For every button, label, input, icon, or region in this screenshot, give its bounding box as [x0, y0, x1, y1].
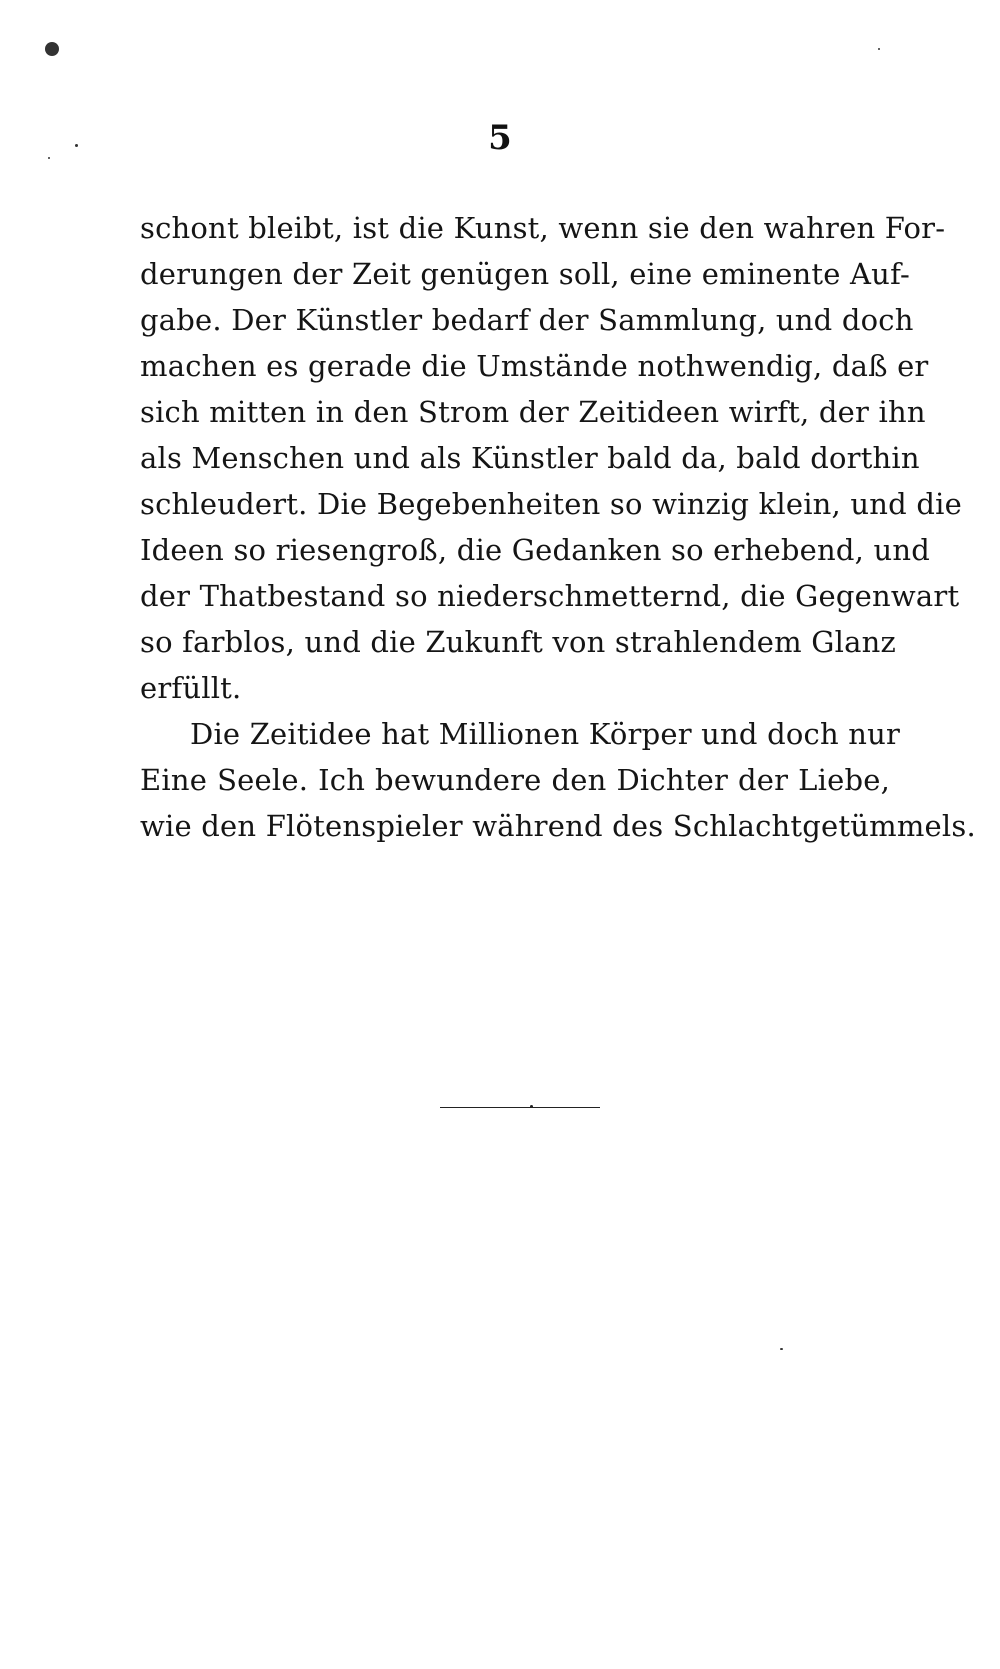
text-line: schont bleibt, ist die Kunst, wenn sie den wahren For-	[140, 211, 946, 245]
text-line: als Menschen und als Künstler bald da, bald dorthin	[140, 441, 920, 475]
ink-speck	[878, 48, 880, 50]
text-line: Ideen so riesengroß, die Gedanken so erhebend, und	[140, 533, 930, 567]
section-end-rule-dot	[530, 1105, 533, 1108]
text-line: wie den Flötenspieler während des Schlachtgetümmels.	[140, 809, 976, 843]
paragraph-2	[140, 711, 976, 849]
text-line: Die Zeitidee hat Millionen Körper und doch nur	[190, 717, 901, 751]
paragraph-1	[140, 205, 962, 711]
text-line: erfüllt.	[140, 671, 242, 705]
text-line: der Thatbestand so niederschmetternd, die Gegenwart	[140, 579, 960, 613]
text-line: derungen der Zeit genügen soll, eine eminente Auf-	[140, 257, 910, 291]
text-line: sich mitten in den Strom der Zeitideen wirft, der ihn	[140, 395, 926, 429]
ink-speck	[45, 42, 59, 56]
text-line: Eine Seele. Ich bewundere den Dichter der Liebe,	[140, 763, 890, 797]
page-number: 5	[488, 118, 512, 158]
body-text	[140, 205, 976, 849]
text-line: gabe. Der Künstler bedarf der Sammlung, und doch	[140, 303, 914, 337]
text-line: schleudert. Die Begebenheiten so winzig klein, und die	[140, 487, 962, 521]
ink-speck	[780, 1348, 783, 1350]
text-line: machen es gerade die Umstände nothwendig, daß er	[140, 349, 929, 383]
text-line: so farblos, und die Zukunft von strahlendem Glanz	[140, 625, 896, 659]
section-end-rule	[440, 1107, 600, 1108]
